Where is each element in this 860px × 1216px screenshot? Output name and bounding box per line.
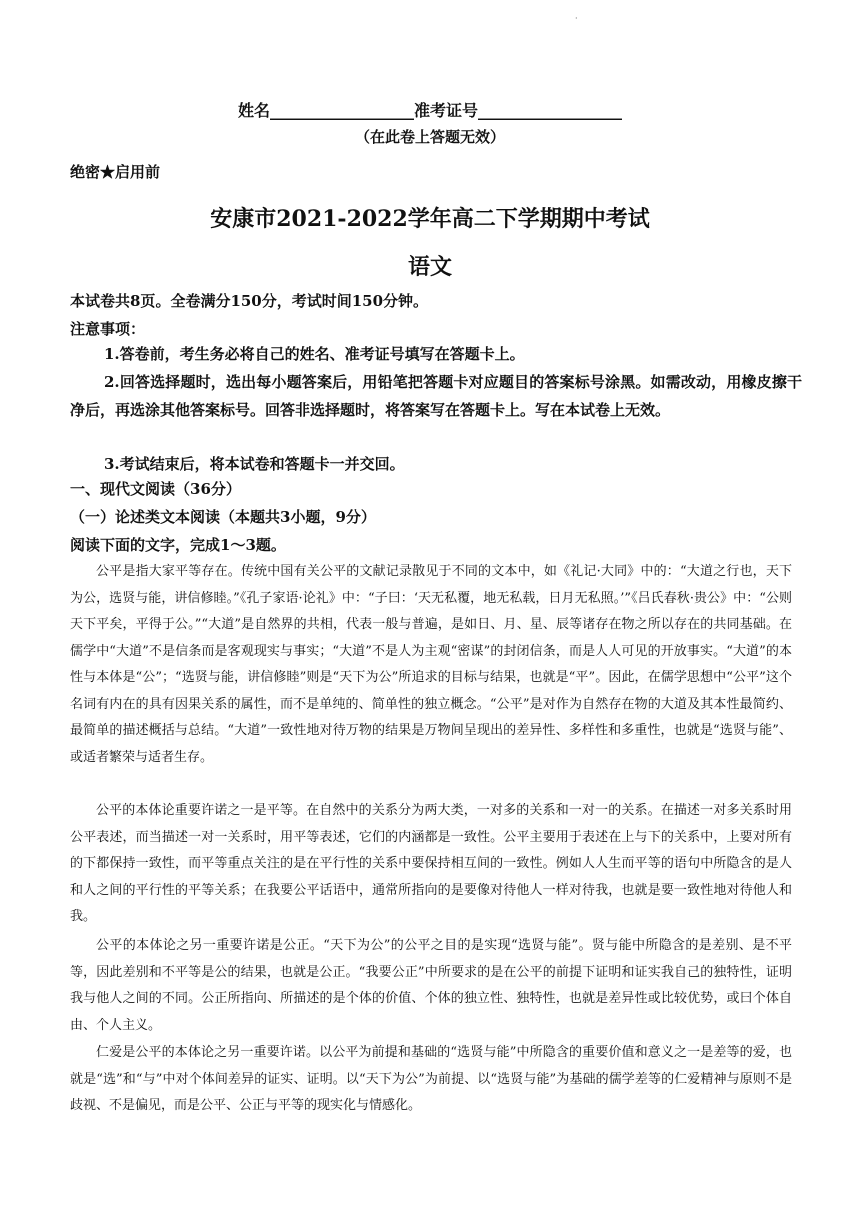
passage-paragraph-2: 公平的本体论重要许诺之一是平等。在自然中的关系分为两大类，一对多的关系和一对一的关系。在描述一对多关系时用公平表述，而当描述一对一关系时，用平等表述，它们的内涵都是一致性。公平主要用于表述在上与下的关系中，上要对所有的下都保持一致性，而平等重点关注的是在平行性的关系中要保持相互间的一致性。例如人人生而平等的语句中所隐含的是人和人之间的平行性的平等关系；在我要公平话语中，通常所指向的是要像对待他人一样对待我，也就是要一致性地对待他人和我。 bbox=[70, 803, 792, 924]
note-item-2: 2.回答选择题时，选出每小题答案后，用铅笔把答题卡对应题目的答案标号涂黑。如需改动，用橡皮擦干净后，再选涂其他答案标号。回答非选择题时，将答案写在答题卡上。写在本试卷上无效。 bbox=[70, 373, 802, 419]
exam-summary: 本试卷共8页。全卷满分150分，考试时间150分钟。 bbox=[70, 292, 429, 310]
passage-paragraph-3: 公平的本体论之另一重要许诺是公正。“天下为公”的公平之目的是实现“选贤与能”。贤与能中所隐含的是差别、是不平等，因此差别和不平等是公的结果，也就是公正。“我要公正”中所要求的是在公平的前提下证明和证实我自己的独特性，证明我与他人之间的不同。公正所指向、所描述的是个体的价值、个体的独立性、独特性，也就是差异性或比较优势，或曰个体自由、个人主义。 bbox=[70, 938, 792, 1033]
exam-title: 安康市2021-2022学年高二下学期期中考试 bbox=[210, 206, 650, 232]
notes-heading: 注意事项： bbox=[70, 320, 146, 338]
reading-instruction: 阅读下面的文字，完成1～3题。 bbox=[70, 536, 286, 554]
passage-paragraph-1: 公平是指大家平等存在。传统中国有关公平的文献记录散见于不同的文本中，如《礼记·大同》中的：“大道之行也，天下为公，选贤与能，讲信修睦。”《孔子家语·论礼》中：“子曰：‘天无私覆，地无私载，日月无私照。’”《吕氏春秋·贵公》中：“公则天下平矣，平得于公。”“大道”是自然界的共相，代表一般与普遍，是如日、月、星、辰等诸存在物之所以存在的共同基础。在儒学中“大道”不是信条而是客观现实与事实；“大道”不是人为主观“密谋”的封闭信条，而是人人可见的开放事实。“大道”的本性与本体是“公”；“选贤与能，讲信修睦”则是“天下为公”所追求的目标与结果，也就是“平”。因此，在儒学思想中“公平”这个名词有内在的具有因果关系的属性，而不是单纯的、简单性的独立概念。“公平”是对作为自然存在物的大道及其本性最简约、最简单的描述概括与总结。“大道”一致性地对待万物的结果是万物间呈现出的差异性、多样性和多重性，也就是“选贤与能”、或适者繁荣与适者生存。 bbox=[70, 564, 792, 765]
secret-label: 绝密★启用前 bbox=[70, 163, 161, 181]
invalid-note: （在此卷上答题无效） bbox=[354, 128, 505, 146]
note-item-1: 1.答卷前，考生务必将自己的姓名、准考证号填写在答题卡上。 bbox=[104, 345, 525, 363]
exam-subject: 语文 bbox=[407, 254, 452, 280]
note-item-3: 3.考试结束后，将本试卷和答题卡一并交回。 bbox=[104, 455, 405, 473]
section-heading-sub1: （一）论述类文本阅读（本题共3小题，9分） bbox=[70, 508, 376, 526]
section-heading-part1: 一、现代文阅读（36分） bbox=[70, 480, 241, 498]
name-and-id-line: 姓名__________________准考证号__________________ bbox=[237, 101, 622, 120]
passage-paragraph-4: 仁爱是公平的本体论之另一重要许诺。以公平为前提和基础的“选贤与能”中所隐含的重要价值和意义之一是差等的爱，也就是“选”和“与”中对个体间差异的证实、证明。以“天下为公”为前提、以“选贤与能”为基础的儒学差等的仁爱精神与原则不是歧视、不是偏见，而是公平、公正与平等的现实化与情感化。 bbox=[70, 1045, 792, 1113]
top-mark: · bbox=[575, 14, 578, 23]
